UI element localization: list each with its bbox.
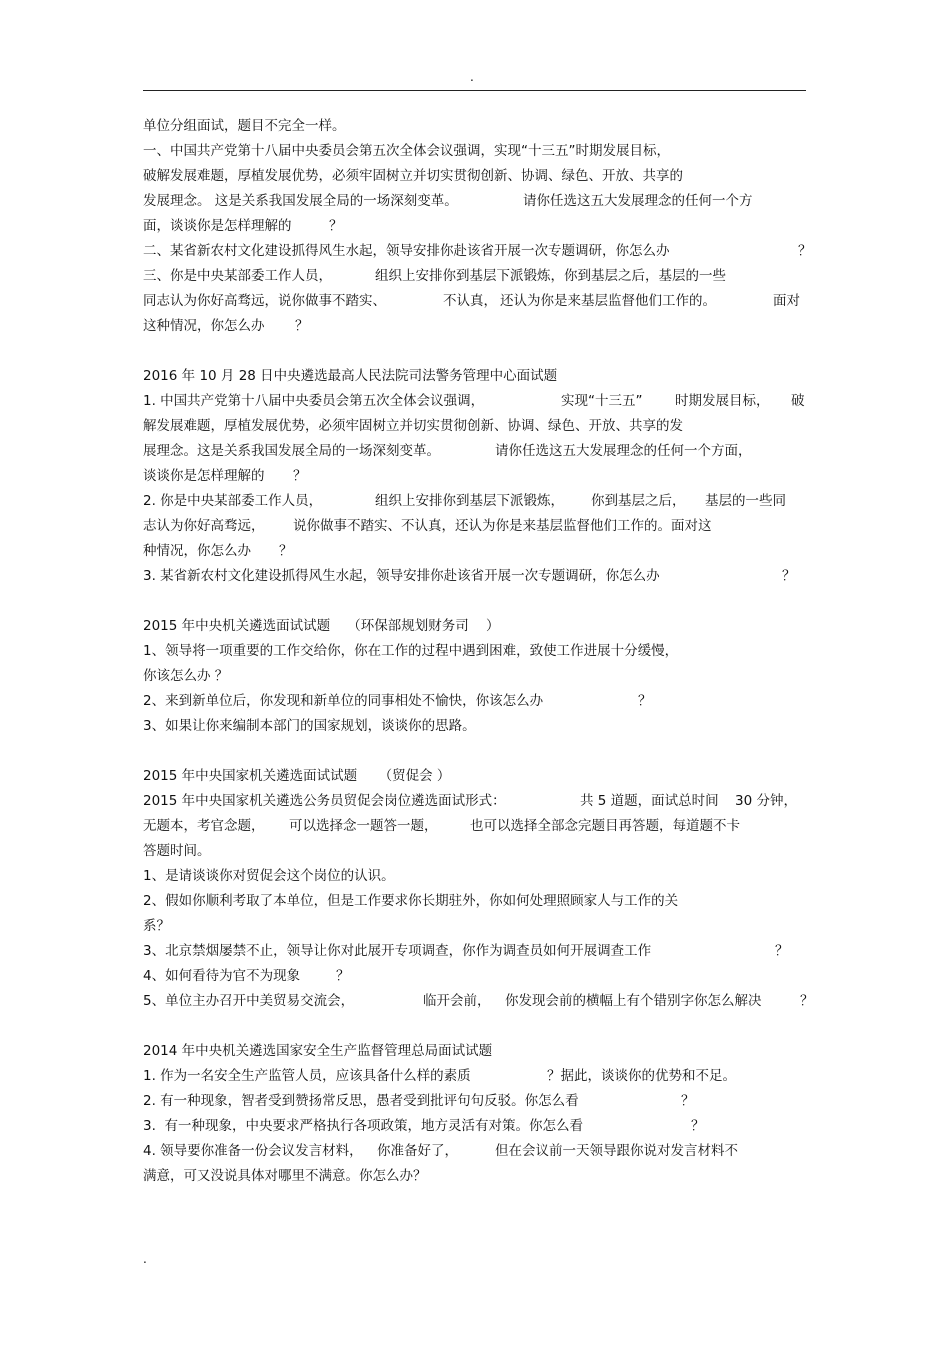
text-line: [143, 789, 808, 814]
text-segment: 1. 中国共产党第十八届中央委员会第五次全体会议强调，: [143, 393, 485, 409]
text-segment: ？: [798, 243, 812, 259]
section-heading: 2015 年中央国家机关遴选面试试题 （贸促会 ）: [143, 768, 451, 784]
text-segment: 3. 有一种现象，中央要求严格执行各项政策，地方灵活有对策。你怎么看: [143, 1118, 583, 1134]
text-line: [143, 939, 808, 964]
text-segment: ？: [329, 218, 343, 234]
text-line: [143, 564, 808, 589]
document-body: [143, 114, 814, 1189]
text-line: [143, 1139, 808, 1164]
text-segment: ？: [691, 1118, 705, 1134]
text-line: [143, 864, 808, 889]
text-line: [143, 689, 808, 714]
text-line: [143, 964, 808, 989]
text-segment: 破: [791, 393, 805, 409]
text-line: [143, 264, 808, 289]
text-segment: 可以选择念一题答一题，: [289, 818, 438, 834]
text-line: [143, 1089, 808, 1114]
text-line: [143, 114, 808, 139]
text-segment: ？: [800, 993, 814, 1009]
text-segment: 单位分组面试，题目不完全一样。: [143, 118, 346, 134]
text-segment: 2、来到新单位后，你发现和新单位的同事相处不愉快，你该怎么办: [143, 693, 544, 709]
text-segment: 展理念。这是关系我国发展全局的一场深刻变革。: [143, 443, 440, 459]
section-gap: [143, 589, 808, 614]
text-segment: 说你做事不踏实、不认真，还认为你是来基层监督他们工作的。面对这: [293, 518, 712, 534]
text-segment: 实现“十三五”: [561, 393, 643, 409]
text-line: [143, 189, 808, 214]
text-segment: 3、如果让你来编制本部门的国家规划，谈谈你的思路。: [143, 718, 476, 734]
text-segment: 面，谈谈你是怎样理解的: [143, 218, 292, 234]
text-line: [143, 814, 808, 839]
text-line: [143, 139, 808, 164]
text-segment: ？: [293, 468, 307, 484]
text-segment: 30 分钟，: [735, 793, 797, 809]
text-segment: 二、某省新农村文化建设抓得风生水起，领导安排你赴该省开展一次专题调研，你怎么办: [143, 243, 670, 259]
text-line: [143, 489, 808, 514]
text-segment: 这种情况，你怎么办: [143, 318, 265, 334]
text-segment: 临开会前，: [423, 993, 491, 1009]
text-segment: 满意，可又没说具体对哪里不满意。你怎么办: [143, 1168, 413, 1184]
text-segment: 还认为你是来基层监督他们工作的。: [500, 293, 716, 309]
section-gap: [143, 739, 808, 764]
text-line: [143, 539, 808, 564]
text-segment: ？据此，谈谈你的优势和不足。: [547, 1068, 736, 1084]
text-segment: 不认真，: [443, 293, 497, 309]
text-line: [143, 1164, 808, 1189]
section-heading: 2016 年 10 月 28 日中央遴选最高人民法院司法警务管理中心面试题: [143, 368, 558, 384]
text-line: [143, 989, 814, 1014]
text-segment: 你发现会前的横幅上有个错别字你怎么解决: [505, 993, 762, 1009]
text-line: [143, 214, 808, 239]
text-line: [143, 1064, 808, 1089]
text-segment: 3. 某省新农村文化建设抓得风生水起，领导安排你赴该省开展一次专题调研，你怎么办: [143, 568, 660, 584]
text-segment: 也可以选择全部念完题目再答题，每道题不卡: [470, 818, 740, 834]
text-line: [143, 914, 808, 939]
text-segment: 1、领导将一项重要的工作交给你，你在工作的过程中遇到困难，致使工作进展十分缓慢，: [143, 643, 679, 659]
text-line: [143, 314, 808, 339]
text-segment: ？: [413, 1168, 427, 1184]
section-gap: [143, 1014, 808, 1039]
text-segment: ？: [295, 318, 309, 334]
text-line: [143, 439, 808, 464]
text-segment: 破解发展难题，厚植发展优势，必须牢固树立并切实贯彻创新、协调、绿色、开放、共享的: [143, 168, 683, 184]
text-segment: 系？: [143, 918, 170, 934]
text-segment: 2. 你是中央某部委工作人员，: [143, 493, 323, 509]
text-segment: 一、中国共产党第十八届中央委员会第五次全体会议强调，实现“十三五”时期发展目标，: [143, 143, 670, 159]
text-segment: 请你任选这五大发展理念的任何一个方面，: [495, 443, 752, 459]
text-line: [143, 164, 808, 189]
text-line: [143, 714, 808, 739]
text-segment: 共 5 道题，面试总时间: [580, 793, 719, 809]
text-segment: 答题时间。: [143, 843, 211, 859]
text-segment: ？: [681, 1093, 695, 1109]
text-segment: 发展理念。 这是关系我国发展全局的一场深刻变革。: [143, 193, 458, 209]
text-line: [143, 839, 808, 864]
text-segment: 2015 年中央国家机关遴选公务员贸促会岗位遴选面试形式：: [143, 793, 506, 809]
section-gap: [143, 339, 808, 364]
text-line: [143, 639, 808, 664]
text-line: [143, 289, 808, 314]
text-segment: ？: [638, 693, 652, 709]
header-mark: .: [470, 70, 474, 84]
text-segment: 种情况，你怎么办: [143, 543, 251, 559]
text-segment: ？: [782, 568, 796, 584]
text-line: [143, 389, 808, 414]
text-segment: 谈谈你是怎样理解的: [143, 468, 265, 484]
text-segment: 基层的一些同: [705, 493, 786, 509]
text-segment: 5、单位主办召开中美贸易交流会，: [143, 993, 355, 1009]
text-segment: 你到基层之后，: [591, 493, 686, 509]
text-segment: 同志认为你好高骛远，说你做事不踏实、: [143, 293, 386, 309]
text-segment: 时期发展目标，: [675, 393, 770, 409]
text-segment: 1. 作为一名安全生产监管人员，应该具备什么样的素质: [143, 1068, 471, 1084]
text-segment: 请你任选这五大发展理念的任何一个方: [523, 193, 753, 209]
text-segment: 三、你是中央某部委工作人员，: [143, 268, 332, 284]
text-segment: 组织上安排你到基层下派锻炼，你到基层之后，基层的一些: [375, 268, 726, 284]
text-segment: 4、如何看待为官不为现象: [143, 968, 301, 984]
text-line: [143, 414, 808, 439]
text-segment: 但在会议前一天领导跟你说对发言材料不: [495, 1143, 738, 1159]
text-segment: 面对: [773, 293, 800, 309]
text-line: [143, 464, 808, 489]
text-segment: 2. 有一种现象，智者受到赞扬常反思，愚者受到批评句句反驳。你怎么看: [143, 1093, 579, 1109]
text-line: [143, 1114, 808, 1139]
text-segment: ？: [336, 968, 350, 984]
text-line: [143, 664, 808, 689]
text-segment: 1、是请谈谈你对贸促会这个岗位的认识。: [143, 868, 395, 884]
text-segment: 你准备好了，: [377, 1143, 458, 1159]
text-segment: 组织上安排你到基层下派锻炼，: [375, 493, 564, 509]
text-segment: ？: [775, 943, 789, 959]
text-segment: ？: [279, 543, 293, 559]
section-heading: 2014 年中央机关遴选国家安全生产监督管理总局面试试题: [143, 1043, 493, 1059]
text-segment: 志认为你好高骛远，: [143, 518, 265, 534]
header-rule: [143, 90, 806, 91]
text-segment: 2、假如你顺利考取了本单位，但是工作要求你长期驻外，你如何处理照顾家人与工作的关: [143, 893, 679, 909]
text-segment: 4. 领导要你准备一份会议发言材料，: [143, 1143, 363, 1159]
text-line: [143, 514, 808, 539]
text-segment: 3、北京禁烟屡禁不止，领导让你对此展开专项调查，你作为调查员如何开展调查工作: [143, 943, 652, 959]
text-segment: 无题本，考官念题，: [143, 818, 265, 834]
footer-mark: .: [143, 1252, 147, 1266]
text-segment: 你该怎么办 ？: [143, 668, 229, 684]
text-line: [143, 239, 812, 264]
text-segment: 解发展难题，厚植发展优势，必须牢固树立并切实贯彻创新、协调、绿色、开放、共享的发: [143, 418, 683, 434]
text-line: [143, 889, 808, 914]
section-heading: 2015 年中央机关遴选面试试题 （环保部规划财务司 ）: [143, 618, 500, 634]
